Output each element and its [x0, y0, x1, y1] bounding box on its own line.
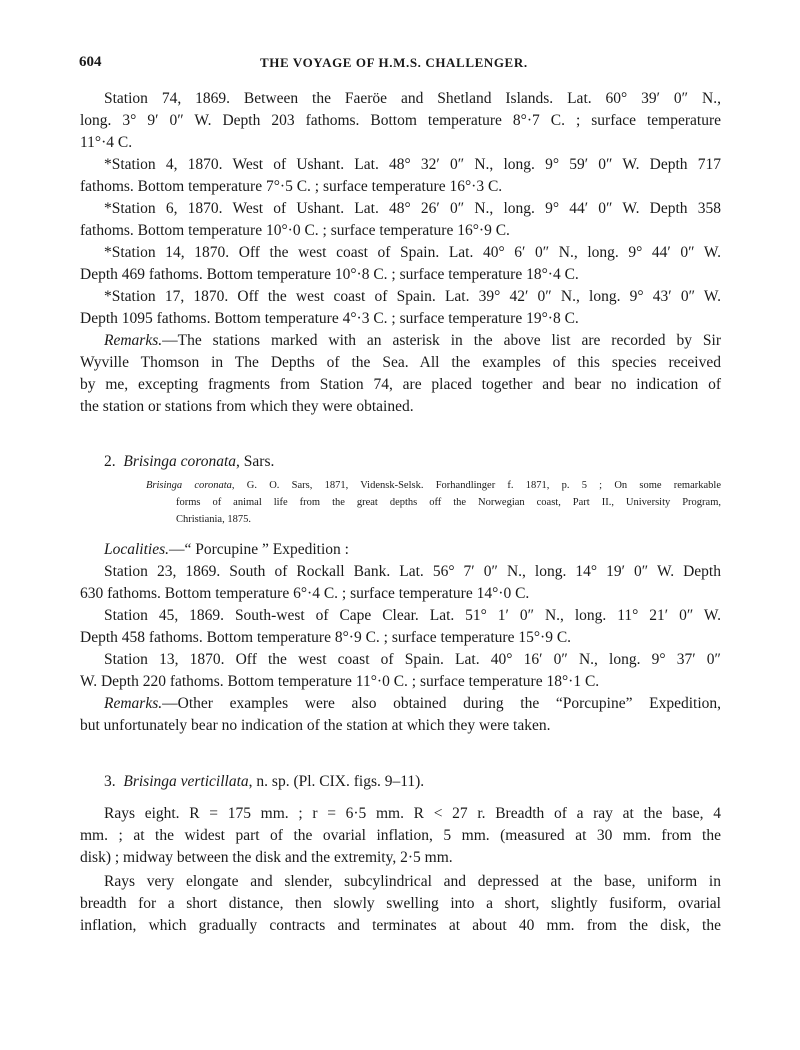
text-line: disk) ; midway between the disk and the extremity, 2·5 mm. — [80, 849, 453, 866]
text-line: Station 45, 1869. South-west of Cape Clear. Lat. 51° 1′ 0″ N., long. 11° 21′ 0″ W. — [104, 607, 721, 624]
text-line: W. Depth 220 fathoms. Bottom temperature 11°·0 C. ; surface temperature 18°·1 C. — [80, 673, 600, 690]
localities-label: Localities. — [104, 541, 170, 558]
text-line: long. 3° 9′ 0″ W. Depth 203 fathoms. Bottom temperature 8°·7 C. ; surface temperature — [80, 112, 721, 129]
text-line: fathoms. Bottom temperature 7°·5 C. ; surface temperature 16°·3 C. — [80, 178, 503, 195]
text-line: 11°·4 C. — [80, 134, 133, 151]
text-line: but unfortunately bear no indication of the station at which they were taken. — [80, 717, 551, 734]
text-line: by me, excepting fragments from Station 74, are placed together and bear no indication of — [80, 376, 721, 393]
page-number: 604 — [79, 54, 102, 70]
text-line: 630 fathoms. Bottom temperature 6°·4 C. ; surface temperature 14°·0 C. — [80, 585, 530, 602]
text-line: Depth 469 fathoms. Bottom temperature 10°·8 C. ; surface temperature 18°·4 C. — [80, 266, 579, 283]
text-line: Station 13, 1870. Off the west coast of Spain. Lat. 40° 16′ 0″ N., long. 9° 37′ 0″ — [104, 651, 721, 668]
text-line: Wyville Thomson in The Depths of the Sea. All the examples of this species received — [80, 354, 721, 371]
remarks-label: Remarks. — [104, 695, 163, 712]
localities-line: Localities.—“ Porcupine ” Expedition : — [104, 541, 349, 558]
species-name: Brisinga coronata — [123, 453, 237, 470]
text-line: *Station 17, 1870. Off the west coast of Spain. Lat. 39° 42′ 0″ N., long. 9° 43′ 0″ W. — [104, 288, 721, 305]
text-line: breadth for a short distance, then slowly swelling into a short, slightly fusiform, ovarial — [80, 895, 721, 912]
text-line: Depth 1095 fathoms. Bottom temperature 4°·3 C. ; surface temperature 19°·8 C. — [80, 310, 579, 327]
text-line: Rays eight. R = 175 mm. ; r = 6·5 mm. R < 27 r. Breadth of a ray at the base, 4 — [104, 805, 721, 822]
reference-line: forms of animal life from the great depths off the Norwegian coast, Part II., University Program, — [176, 497, 721, 508]
species-name: Brisinga verticillata — [123, 773, 249, 790]
text-line: Depth 458 fathoms. Bottom temperature 8°·9 C. ; surface temperature 15°·9 C. — [80, 629, 572, 646]
text-line: fathoms. Bottom temperature 10°·0 C. ; surface temperature 16°·9 C. — [80, 222, 510, 239]
text-line: Station 74, 1869. Between the Faeröe and Shetland Islands. Lat. 60° 39′ 0″ N., — [104, 90, 721, 107]
remarks-label: Remarks. — [104, 332, 163, 349]
text-line: Station 23, 1869. South of Rockall Bank. Lat. 56° 7′ 0″ N., long. 14° 19′ 0″ W. Depth — [104, 563, 721, 580]
text-line: mm. ; at the widest part of the ovarial inflation, 5 mm. (measured at 30 mm. from the — [80, 827, 721, 844]
species-heading: 2. Brisinga coronata, Sars. — [104, 453, 275, 470]
text-line: the station or stations from which they were obtained. — [80, 398, 414, 415]
species-heading: 3. Brisinga verticillata, n. sp. (Pl. CIX. figs. 9–11). — [104, 773, 425, 790]
text-line: inflation, which gradually contracts and terminates at about 40 mm. from the disk, the — [80, 917, 721, 934]
reference-line: Brisinga coronata, G. O. Sars, 1871, Vidensk-Selsk. Forhandlinger f. 1871, p. 5 ; On some remarkable — [146, 480, 721, 491]
remarks-line: Remarks.—Other examples were also obtained during the “Porcupine” Expedition, — [104, 695, 721, 712]
text-line: Rays very elongate and slender, subcylindrical and depressed at the base, uniform in — [104, 873, 721, 890]
text-line: *Station 4, 1870. West of Ushant. Lat. 48° 32′ 0″ N., long. 9° 59′ 0″ W. Depth 717 — [104, 156, 721, 173]
text-line: *Station 14, 1870. Off the west coast of Spain. Lat. 40° 6′ 0″ N., long. 9° 44′ 0″ W. — [104, 244, 721, 261]
remarks-line: Remarks.—The stations marked with an asterisk in the above list are recorded by Sir — [104, 332, 721, 349]
reference-line: Christiania, 1875. — [176, 514, 251, 525]
running-title: THE VOYAGE OF H.M.S. CHALLENGER. — [260, 55, 528, 70]
text-line: *Station 6, 1870. West of Ushant. Lat. 48° 26′ 0″ N., long. 9° 44′ 0″ W. Depth 358 — [104, 200, 721, 217]
